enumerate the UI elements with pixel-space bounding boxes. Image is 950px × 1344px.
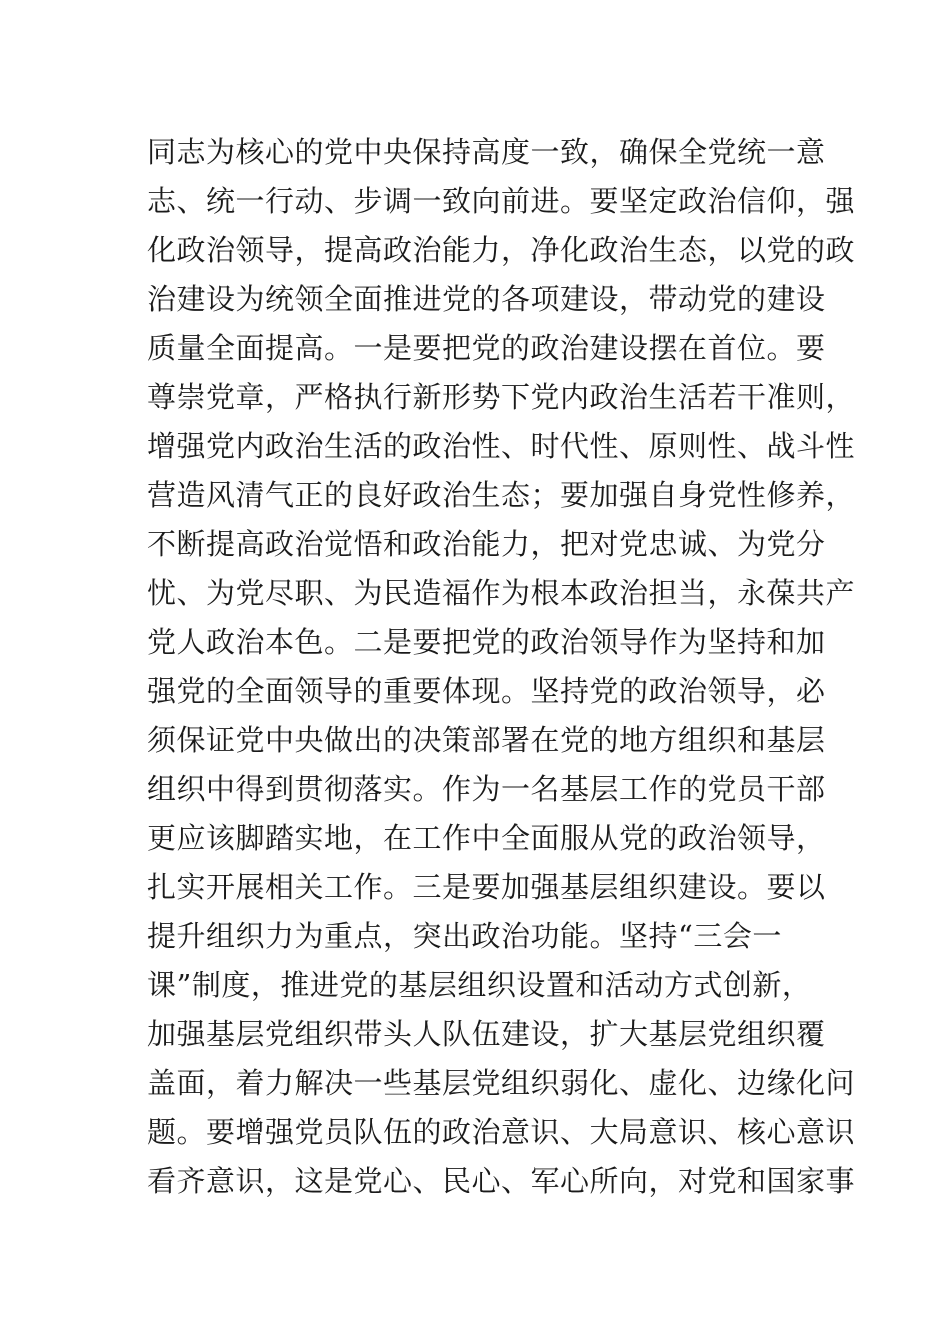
text-line: 看齐意识，这是党心、民心、军心所向，对党和国家事 bbox=[147, 1164, 856, 1198]
text-line: 治建设为统领全面推进党的各项建设，带动党的建设 bbox=[147, 282, 826, 316]
text-line: 提升组织力为重点，突出政治功能。坚持“三会一 bbox=[147, 919, 782, 953]
text-line: 课”制度，推进党的基层组织设置和活动方式创新， bbox=[147, 968, 812, 1002]
text-line: 忧、为党尽职、为民造福作为根本政治担当，永葆共产 bbox=[147, 576, 856, 610]
text-line: 志、统一行动、步调一致向前进。要坚定政治信仰，强 bbox=[147, 184, 856, 218]
text-line: 尊崇党章，严格执行新形势下党内政治生活若干准则， bbox=[147, 380, 856, 414]
text-line: 加强基层党组织带头人队伍建设，扩大基层党组织覆 bbox=[147, 1017, 826, 1051]
text-line: 同志为核心的党中央保持高度一致，确保全党统一意 bbox=[147, 135, 826, 169]
text-line: 强党的全面领导的重要体现。坚持党的政治领导，必 bbox=[147, 674, 826, 708]
text-line: 盖面，着力解决一些基层党组织弱化、虚化、边缘化问 bbox=[147, 1066, 856, 1100]
text-line: 组织中得到贯彻落实。作为一名基层工作的党员干部 bbox=[147, 772, 826, 806]
text-line: 党人政治本色。二是要把党的政治领导作为坚持和加 bbox=[147, 625, 826, 659]
text-line: 营造风清气正的良好政治生态；要加强自身党性修养， bbox=[147, 478, 856, 512]
text-line: 须保证党中央做出的决策部署在党的地方组织和基层 bbox=[147, 723, 826, 757]
text-line: 题。要增强党员队伍的政治意识、大局意识、核心意识 bbox=[147, 1115, 856, 1149]
body-text bbox=[147, 128, 856, 1206]
text-line: 扎实开展相关工作。三是要加强基层组织建设。要以 bbox=[147, 870, 826, 904]
text-line: 化政治领导，提高政治能力，净化政治生态，以党的政 bbox=[147, 233, 856, 267]
text-line: 更应该脚踏实地，在工作中全面服从党的政治领导， bbox=[147, 821, 826, 855]
text-line: 增强党内政治生活的政治性、时代性、原则性、战斗性 bbox=[147, 429, 856, 463]
text-line: 不断提高政治觉悟和政治能力，把对党忠诚、为党分 bbox=[147, 527, 826, 561]
text-line: 质量全面提高。一是要把党的政治建设摆在首位。要 bbox=[147, 331, 826, 365]
